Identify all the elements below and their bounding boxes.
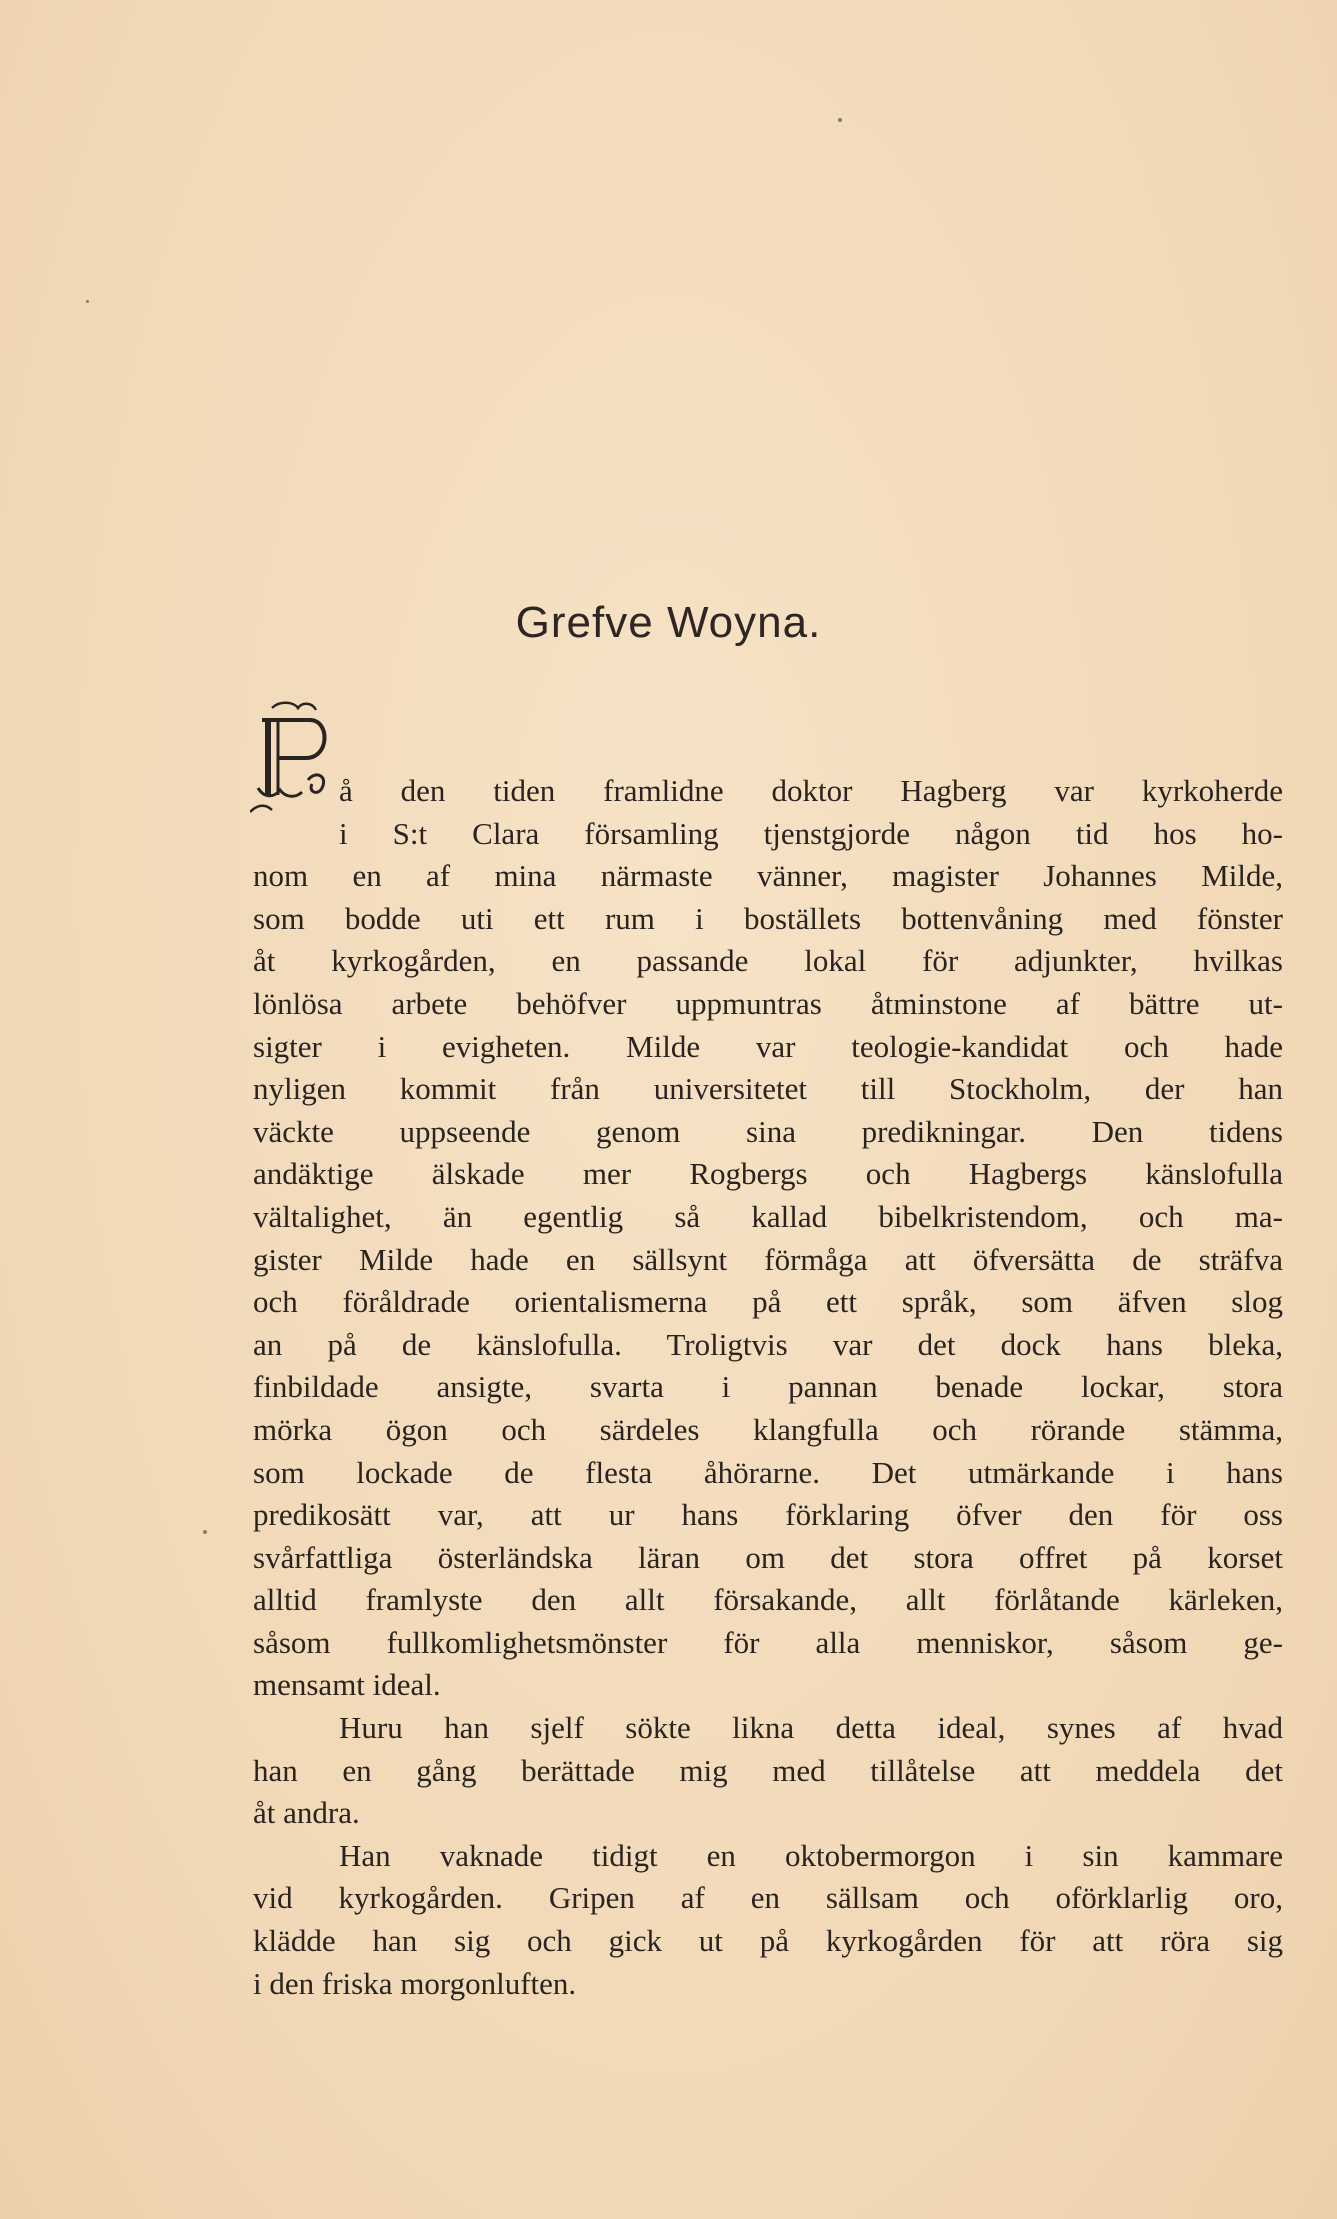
- text-line: lönlösa arbete behöfver uppmuntras åtminstone af bättre ut-: [253, 985, 1283, 1021]
- text-line: Han vaknade tidigt en oktobermorgon i sin kammare: [339, 1837, 1283, 1873]
- text-line: predikosätt var, att ur hans förklaring öfver den för oss: [253, 1497, 1283, 1533]
- text-line: vältalighet, än egentlig så kallad bibelkristendom, och ma-: [253, 1198, 1283, 1234]
- text-line: gister Milde hade en sällsynt förmåga att öfversätta de sträfva: [253, 1241, 1283, 1277]
- paper-speck: [203, 1530, 207, 1534]
- text-line: åt andra.: [253, 1795, 360, 1831]
- text-line: nom en af mina närmaste vänner, magister Johannes Milde,: [253, 858, 1283, 894]
- text-line: i den friska morgonluften.: [253, 1965, 577, 2001]
- text-line: som bodde uti ett rum i boställets bottenvåning med fönster: [253, 900, 1283, 936]
- text-line: åt kyrkogården, en passande lokal för adjunkter, hvilkas: [253, 943, 1283, 979]
- text-line: alltid framlyste den allt försakande, allt förlåtande kärleken,: [253, 1582, 1283, 1618]
- text-line: mörka ögon och särdeles klangfulla och rörande stämma,: [253, 1411, 1283, 1447]
- text-line: mensamt ideal.: [253, 1667, 441, 1703]
- text-line: han en gång berättade mig med tillåtelse att meddela det: [253, 1752, 1283, 1788]
- paper-speck: [86, 300, 89, 303]
- paper-speck: [838, 118, 842, 122]
- body-text: [253, 770, 1283, 2005]
- chapter-title: Grefve Woyna.: [515, 598, 822, 647]
- text-line: å den tiden framlidne doktor Hagberg var kyrkoherde: [339, 773, 1283, 808]
- text-line: Huru han sjelf sökte likna detta ideal, synes af hvad: [339, 1710, 1283, 1746]
- text-line: finbildade ansigte, svarta i pannan benade lockar, stora: [253, 1369, 1283, 1405]
- text-line: an på de känslofulla. Troligtvis var det dock hans bleka,: [253, 1326, 1283, 1362]
- text-line: väckte uppseende genom sina predikningar. Den tidens: [253, 1113, 1283, 1149]
- text-line: som lockade de flesta åhörarne. Det utmärkande i hans: [253, 1454, 1283, 1490]
- text-line: nyligen kommit från universitetet till Stockholm, der han: [253, 1071, 1283, 1107]
- text-line: i S:t Clara församling tjenstgjorde någon tid hos ho-: [339, 815, 1283, 851]
- text-line: klädde han sig och gick ut på kyrkogården för att röra sig: [253, 1923, 1283, 1959]
- text-line: andäktige älskade mer Rogbergs och Hagbergs känslofulla: [253, 1156, 1283, 1192]
- text-line: vid kyrkogården. Gripen af en sällsam och oförklarlig oro,: [253, 1880, 1283, 1916]
- text-line: sigter i evigheten. Milde var teologie-kandidat och hade: [253, 1028, 1283, 1064]
- text-line: svårfattliga österländska läran om det stora offret på korset: [253, 1539, 1283, 1575]
- text-line: såsom fullkomlighetsmönster för alla menniskor, såsom ge-: [253, 1624, 1283, 1660]
- text-line: och föråldrade orientalismerna på ett språk, som äfven slog: [253, 1284, 1283, 1320]
